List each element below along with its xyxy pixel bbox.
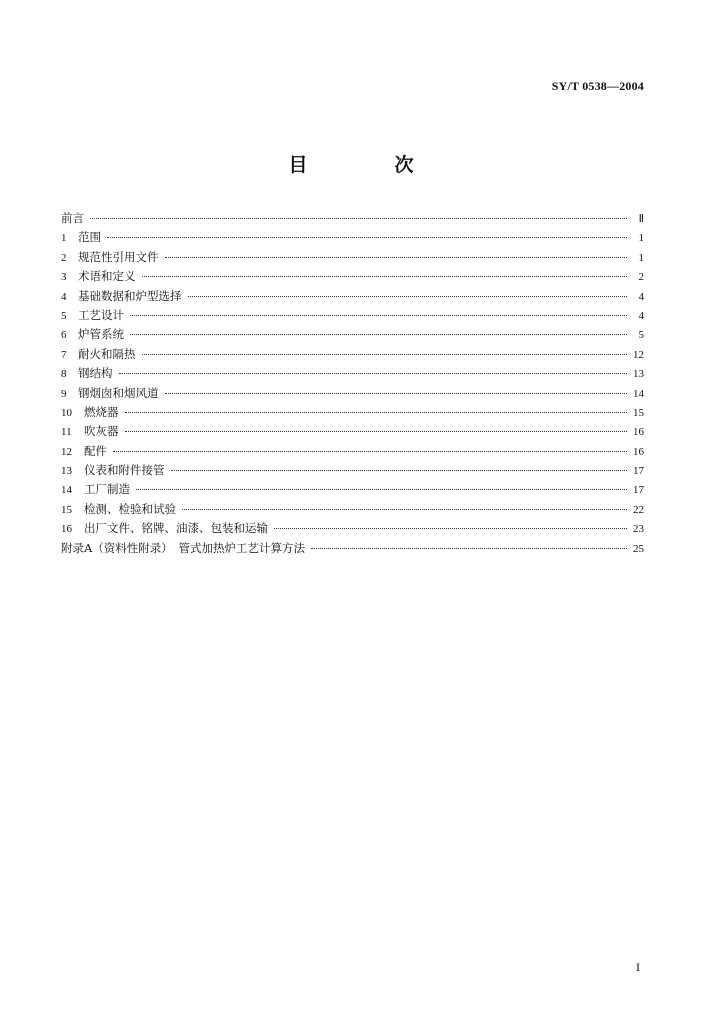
toc-dot-leader (165, 256, 628, 258)
toc-entry-label: 燃烧器 (84, 404, 119, 419)
toc-entry[interactable] (61, 325, 644, 344)
toc-dot-leader (125, 411, 628, 413)
toc-entry[interactable] (61, 287, 644, 306)
standard-code: SY/T 0538—2004 (551, 79, 644, 93)
toc-dot-leader (171, 469, 628, 471)
toc-entry-page: 1 (638, 251, 644, 264)
toc-entry-page: 4 (638, 309, 644, 322)
toc-entry[interactable] (61, 539, 644, 558)
toc-entry-page: 25 (633, 542, 644, 555)
toc-entry-page: 17 (633, 484, 644, 497)
toc-entry-label: 钢结构 (78, 366, 113, 381)
toc-entry-label: 范围 (78, 230, 101, 245)
toc-title: 目 次 (288, 154, 448, 176)
toc-entry-page: 23 (633, 523, 644, 536)
toc-dot-leader (130, 333, 627, 335)
toc-dot-leader (182, 508, 627, 510)
toc-entry-label: 工艺设计 (78, 307, 124, 322)
toc-entry-label: 仪表和附件接管 (84, 463, 165, 478)
toc-entry[interactable] (61, 442, 644, 461)
toc-entry-page: 2 (638, 271, 644, 284)
toc-entry[interactable] (61, 480, 644, 499)
toc-dot-leader (142, 275, 628, 277)
toc-entry-number: 14 (61, 484, 72, 497)
toc-entry-number: 4 (61, 290, 67, 303)
toc-dot-leader (311, 547, 627, 549)
toc-entry-number: 7 (61, 348, 67, 361)
toc-entry-page: 4 (638, 290, 644, 303)
toc-dot-leader (165, 392, 628, 394)
toc-entry-number: 16 (61, 523, 72, 536)
toc-entry[interactable] (61, 228, 644, 247)
toc-entry-label: 附录A（资料性附录） 管式加热炉工艺计算方法 (61, 540, 306, 555)
toc-entry-page: 1 (638, 232, 644, 245)
toc-entry-page: 15 (633, 406, 644, 419)
toc-entry-page: 13 (633, 368, 644, 381)
toc-entry-page: Ⅱ (638, 213, 644, 225)
page-number: I (636, 960, 640, 974)
toc-entry[interactable] (61, 461, 644, 480)
toc-entry-number: 1 (61, 232, 67, 245)
toc-entry-label: 前言 (61, 211, 84, 225)
toc-entry-label: 钢烟囱和烟风道 (78, 385, 159, 400)
toc-entry-page: 5 (638, 329, 644, 342)
toc-dot-leader (107, 236, 627, 238)
toc-dot-leader (119, 372, 628, 374)
toc-entry-label: 吹灰器 (84, 424, 119, 439)
toc-entry[interactable] (61, 267, 644, 286)
toc-entry-number: 6 (61, 329, 67, 342)
toc-entry-number: 15 (61, 503, 72, 516)
toc-entry[interactable] (61, 306, 644, 325)
toc-entry-page: 22 (633, 503, 644, 516)
toc-entry-label: 出厂文件、铭牌、油漆、包装和运输 (84, 521, 268, 536)
toc-entry-page: 16 (633, 445, 644, 458)
toc-entry-number: 5 (61, 309, 67, 322)
toc-entry-label: 检测、检验和试验 (84, 501, 176, 516)
toc-entry-number: 3 (61, 271, 67, 284)
toc-entry-label: 术语和定义 (78, 269, 136, 284)
toc-dot-leader (274, 527, 627, 529)
toc-entry-number: 10 (61, 406, 72, 419)
toc-entry[interactable] (61, 248, 644, 267)
toc-entry-label: 炉管系统 (78, 327, 124, 342)
toc-dot-leader (113, 450, 627, 452)
table-of-contents (61, 209, 644, 558)
toc-entry-label: 耐火和隔热 (78, 346, 136, 361)
toc-entry-number: 2 (61, 251, 67, 264)
toc-entry-page: 16 (633, 426, 644, 439)
toc-dot-leader (125, 430, 628, 432)
toc-entry-number: 9 (61, 387, 67, 400)
toc-dot-leader (188, 295, 628, 297)
toc-entry[interactable] (61, 384, 644, 403)
toc-entry-page: 17 (633, 465, 644, 478)
toc-entry[interactable] (61, 209, 644, 228)
toc-entry-number: 12 (61, 445, 72, 458)
toc-dot-leader (142, 353, 628, 355)
toc-entry[interactable] (61, 500, 644, 519)
toc-entry-number: 13 (61, 465, 72, 478)
toc-entry-number: 11 (61, 426, 72, 439)
toc-entry-label: 基础数据和炉型选择 (78, 288, 182, 303)
toc-entry-page: 12 (633, 348, 644, 361)
toc-entry-page: 14 (633, 387, 644, 400)
toc-entry-label: 配件 (84, 443, 107, 458)
toc-entry[interactable] (61, 422, 644, 441)
toc-entry[interactable] (61, 345, 644, 364)
toc-entry-label: 工厂制造 (84, 482, 130, 497)
toc-dot-leader (90, 217, 627, 219)
toc-dot-leader (136, 488, 627, 490)
toc-dot-leader (130, 314, 627, 316)
toc-entry[interactable] (61, 519, 644, 538)
toc-entry[interactable] (61, 364, 644, 383)
toc-entry-number: 8 (61, 368, 67, 381)
toc-entry[interactable] (61, 403, 644, 422)
toc-entry-label: 规范性引用文件 (78, 249, 159, 264)
